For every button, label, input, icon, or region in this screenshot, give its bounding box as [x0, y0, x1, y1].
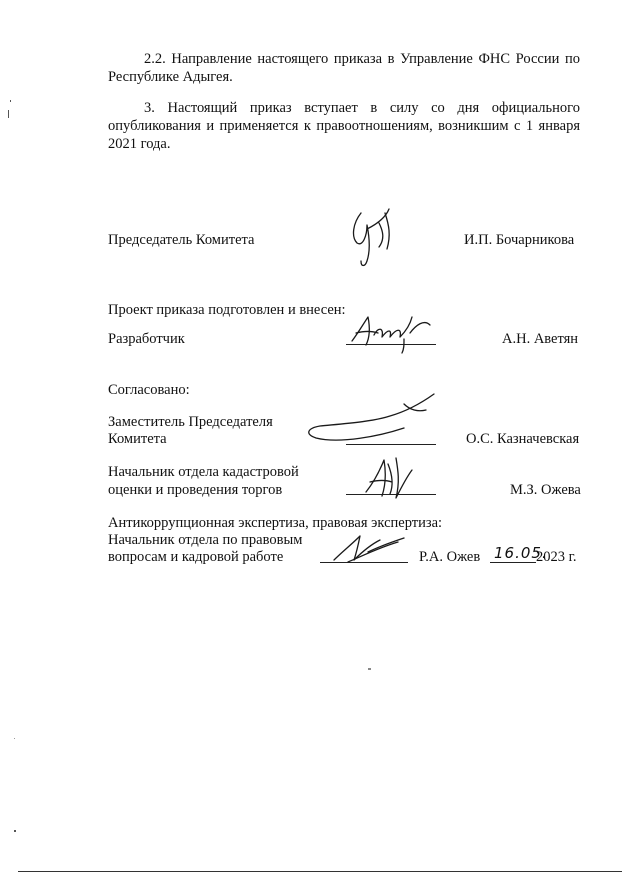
- scan-speck: [10, 100, 11, 102]
- deputy-title-line-2: Комитета: [108, 431, 167, 447]
- agreed-heading: Согласовано:: [108, 382, 190, 398]
- scan-speck: [14, 738, 15, 739]
- chair-name: И.П. Бочарникова: [464, 232, 575, 248]
- paragraph-3-line-1: 3. Настоящий приказ вступает в силу со дня официального: [144, 100, 580, 116]
- paragraph-3-line-3: 2021 года.: [108, 136, 171, 152]
- chair-signature: [345, 205, 405, 271]
- deputy-title-line-1: Заместитель Председателя: [108, 414, 273, 430]
- cadastral-title-line-1: Начальник отдела кадастровой: [108, 464, 299, 480]
- legal-date-year: 2023 г.: [536, 549, 577, 565]
- legal-signature: [328, 522, 408, 566]
- deputy-name: О.С. Казначевская: [466, 431, 580, 447]
- developer-title: Разработчик: [108, 331, 185, 347]
- bottom-scan-edge: [18, 871, 622, 872]
- cadastral-title-line-2: оценки и проведения торгов: [108, 482, 283, 498]
- paragraph-2-2-line-2: Республике Адыгея.: [108, 69, 233, 85]
- scan-speck: [8, 110, 9, 118]
- legal-handwritten-date: 16.05.: [494, 544, 548, 562]
- developer-name: А.Н. Аветян: [502, 331, 579, 347]
- developer-signature: [348, 305, 438, 355]
- paragraph-2-2-line-1: 2.2. Направление настоящего приказа в Управление ФНС России по: [144, 51, 580, 67]
- scan-speck: [14, 830, 16, 832]
- cadastral-name: М.З. Ожева: [510, 482, 581, 498]
- chair-title: Председатель Комитета: [108, 232, 255, 248]
- legal-name: Р.А. Ожев: [419, 549, 481, 565]
- expertise-heading: Антикоррупционная экспертиза, правовая экспертиза:: [108, 515, 443, 531]
- legal-title-line-2: вопросам и кадровой работе: [108, 549, 284, 565]
- cadastral-signature: [360, 452, 420, 504]
- deputy-signature: [300, 390, 442, 446]
- prepared-heading: Проект приказа подготовлен и внесен:: [108, 302, 346, 318]
- legal-title-line-1: Начальник отдела по правовым: [108, 532, 303, 548]
- paragraph-3-line-2: опубликования и применяется к правоотношениям, возникшим с 1 января: [108, 118, 580, 134]
- legal-date-line: [490, 562, 536, 563]
- scan-speck: [368, 668, 371, 670]
